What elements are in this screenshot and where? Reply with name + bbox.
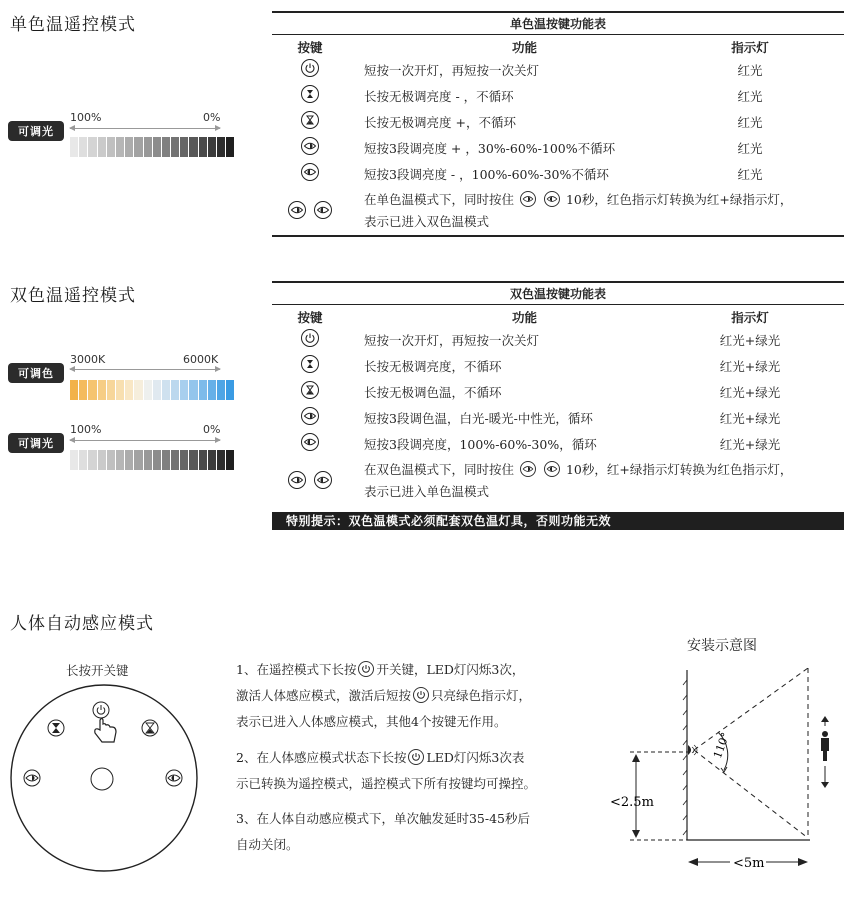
table-row: [272, 327, 844, 353]
color-swatch: [134, 380, 142, 400]
brightness-down-icon: [301, 85, 319, 103]
row-func: 长按无极调色温，不循环: [364, 385, 502, 400]
row-func: 长按无极调亮度，不循环: [364, 359, 502, 374]
step-down-icon: [301, 163, 319, 181]
special-tip-banner: 特别提示：双色温模式必须配套双色温灯具，否则功能无效: [272, 512, 844, 530]
color-swatch: [98, 137, 106, 157]
scale-left-label: 100%: [70, 111, 102, 124]
remote-step-left-icon: [24, 770, 40, 786]
height-label: <2.5m: [610, 795, 654, 810]
row-func: 长按无极调亮度 - ，不循环: [364, 89, 514, 104]
color-swatch: [144, 137, 152, 157]
power-icon: [408, 749, 424, 765]
color-swatch: [189, 380, 197, 400]
table-row: [272, 431, 844, 457]
color-swatch: [180, 450, 188, 470]
row-indicator: 红光: [737, 115, 763, 130]
color-swatch: [116, 450, 124, 470]
color-swatch: [88, 137, 96, 157]
single-function-table: [272, 11, 844, 237]
color-swatch: [199, 450, 207, 470]
row-func: 短按3段调亮度 + ，30%-60%-100%不循环: [364, 141, 616, 156]
color-swatch: [134, 450, 142, 470]
color-swatch: [208, 137, 216, 157]
table-row: [272, 353, 844, 379]
color-swatch: [125, 450, 133, 470]
dual-function-table: [272, 281, 844, 505]
table-header: [272, 35, 844, 57]
color-swatch: [125, 137, 133, 157]
brightness-icon: [301, 355, 319, 373]
color-swatch: [88, 450, 96, 470]
table-row: [272, 379, 844, 405]
scale-right-label: 0%: [203, 423, 221, 436]
row-indicator: 红光: [737, 63, 763, 78]
scale-arrow: [70, 440, 220, 441]
row-func-switch: 在双色温模式下，同时按住 10秒，红+绿指示灯转换为红色指示灯， 表示已进入单色温模式: [364, 462, 793, 499]
header-key: 按键: [297, 40, 323, 55]
color-swatch: [171, 137, 179, 157]
step-up-icon: [301, 137, 319, 155]
scale-arrow: [70, 128, 220, 129]
remote-illustration: [8, 682, 200, 874]
color-swatch: [70, 450, 78, 470]
cct-right-label: 6000K: [183, 353, 219, 366]
color-swatch: [107, 380, 115, 400]
color-swatch: [88, 380, 96, 400]
angle-label: 110°: [710, 730, 733, 761]
row-indicator: 红光+绿光: [719, 437, 781, 452]
dim-pill: 可调光: [8, 121, 64, 141]
table-row: [272, 187, 844, 235]
color-swatch: [70, 380, 78, 400]
brightness-swatches: [70, 450, 234, 470]
row-indicator: 红光: [737, 141, 763, 156]
color-swatch: [79, 137, 87, 157]
scale-left-label: 100%: [70, 423, 102, 436]
color-swatch: [217, 137, 225, 157]
color-swatch: [107, 137, 115, 157]
dual-section-title: 双色温遥控模式: [10, 286, 136, 306]
cct-pill: 可调色: [8, 363, 64, 383]
diagram-title: 安装示意图: [687, 638, 757, 654]
step-brightness-icon: [314, 471, 332, 489]
color-swatch: [189, 450, 197, 470]
color-swatch: [180, 137, 188, 157]
color-swatch: [171, 380, 179, 400]
brightness-up-icon: [301, 111, 319, 129]
color-swatch: [226, 380, 234, 400]
header-key: 按键: [297, 310, 323, 325]
remote-caption: 长按开关键: [66, 663, 129, 678]
table-header: [272, 305, 844, 327]
color-swatch: [98, 380, 106, 400]
color-swatch: [153, 450, 161, 470]
sensor-section-title: 人体自动感应模式: [10, 614, 154, 634]
remote-power-icon: [93, 702, 109, 718]
step-brightness-icon: [301, 433, 319, 451]
color-swatch: [199, 380, 207, 400]
install-diagram: [610, 660, 845, 875]
step-cct-icon: [288, 471, 306, 489]
power-icon: [413, 687, 429, 703]
row-func-switch: 在单色温模式下，同时按住 10秒，红色指示灯转换为红+绿指示灯， 表示已进入双色温模式: [364, 192, 793, 229]
table-row: [272, 109, 844, 135]
table-row: [272, 57, 844, 83]
row-func: 短按一次开灯，再短按一次关灯: [364, 63, 540, 78]
row-indicator: 红光+绿光: [719, 411, 781, 426]
color-swatch: [180, 380, 188, 400]
color-swatch: [162, 380, 170, 400]
remote-cct-icon: [142, 720, 158, 736]
color-swatch: [116, 137, 124, 157]
header-indicator: 指示灯: [731, 40, 769, 55]
instruction-1: 1、在遥控模式下长按 开关键，LED灯闪烁3次， 激活人体感应模式，激活后短按 只亮绿色指示灯， 表示已进入人体感应模式，其他4个按键无作用。: [236, 662, 532, 729]
hand-pointer-icon: [95, 719, 116, 743]
step-cct-icon: [301, 407, 319, 425]
row-func: 短按一次开灯，再短按一次关灯: [364, 333, 540, 348]
dim-pill: 可调光: [8, 433, 64, 453]
color-swatch: [153, 137, 161, 157]
table-caption: 单色温按键功能表: [272, 13, 844, 35]
color-swatch: [70, 137, 78, 157]
table-row: [272, 83, 844, 109]
row-func: 短按3段调亮度 - ，100%-60%-30%不循环: [364, 167, 609, 182]
color-swatch: [162, 450, 170, 470]
color-swatch: [208, 450, 216, 470]
remote-center-sensor: [91, 768, 113, 790]
row-indicator: 红光+绿光: [719, 359, 781, 374]
color-swatch: [199, 137, 207, 157]
cct-arrow: [70, 369, 220, 370]
scale-right-label: 0%: [203, 111, 221, 124]
color-swatch: [107, 450, 115, 470]
row-indicator: 红光+绿光: [719, 385, 781, 400]
color-swatch: [144, 450, 152, 470]
instruction-3: 3、在人体自动感应模式下，单次触发延时35-45秒后 自动关闭。: [236, 811, 530, 852]
row-func: 短按3段调色温，白光-暖光-中性光，循环: [364, 411, 593, 426]
step-down-icon: [314, 201, 332, 219]
color-swatch: [116, 380, 124, 400]
cct-left-label: 3000K: [70, 353, 106, 366]
row-indicator: 红光+绿光: [719, 333, 781, 348]
power-icon: [358, 661, 374, 677]
color-swatch: [217, 450, 225, 470]
table-row: [272, 135, 844, 161]
color-swatch: [171, 450, 179, 470]
table-row: [272, 161, 844, 187]
cone-upper: [694, 668, 808, 750]
color-swatch: [162, 137, 170, 157]
sensor-icon: [688, 745, 691, 755]
color-swatch: [226, 137, 234, 157]
color-swatch: [217, 380, 225, 400]
row-func: 短按3段调亮度，100%-60%-30%，循环: [364, 437, 597, 452]
cct-swatches: [70, 380, 234, 400]
power-icon: [301, 59, 319, 77]
color-swatch: [125, 380, 133, 400]
color-swatch: [226, 450, 234, 470]
instruction-2: 2、在人体感应模式状态下长按 LED灯闪烁3次表 示已转换为遥控模式，遥控模式下所有按键均可操控。: [236, 750, 537, 791]
table-row: [272, 457, 844, 505]
table-caption: 双色温按键功能表: [272, 283, 844, 305]
distance-label: <5m: [733, 856, 765, 871]
color-swatch: [79, 380, 87, 400]
header-indicator: 指示灯: [731, 310, 769, 325]
remote-brightness-icon: [48, 720, 64, 736]
color-swatch: [98, 450, 106, 470]
step-up-icon: [288, 201, 306, 219]
color-swatch: [134, 137, 142, 157]
color-swatch: [144, 380, 152, 400]
remote-step-right-icon: [166, 770, 182, 786]
row-indicator: 红光: [737, 89, 763, 104]
header-func: 功能: [512, 310, 538, 325]
power-icon: [301, 329, 319, 347]
color-swatch: [153, 380, 161, 400]
color-swatch: [189, 137, 197, 157]
row-func: 长按无极调亮度 +，不循环: [364, 115, 516, 130]
person-icon: [821, 731, 829, 761]
color-swatch: [79, 450, 87, 470]
color-swatch: [208, 380, 216, 400]
color-temp-icon: [301, 381, 319, 399]
cone-lower: [694, 750, 808, 838]
brightness-swatches: [70, 137, 234, 157]
row-indicator: 红光: [737, 167, 763, 182]
header-func: 功能: [512, 40, 538, 55]
table-row: [272, 405, 844, 431]
single-section-title: 单色温遥控模式: [10, 15, 136, 35]
